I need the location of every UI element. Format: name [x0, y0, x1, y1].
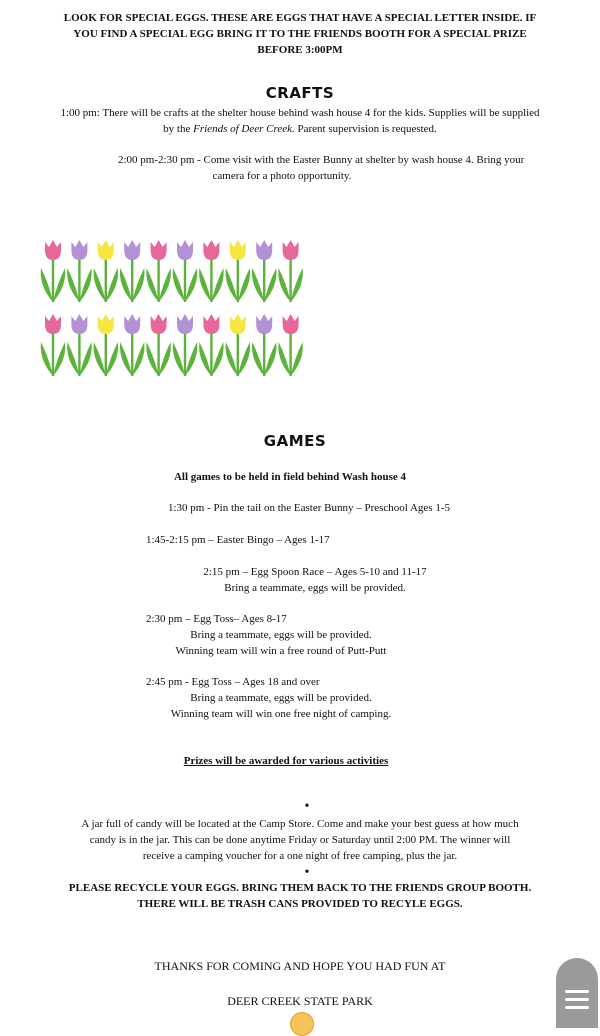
bullet-2: • — [304, 865, 310, 880]
crafts-p2-line-2: camera for a photo opportunity. — [212, 170, 352, 182]
prizes-note: Prizes will be awarded for various activities — [183, 755, 389, 767]
tulip — [41, 314, 66, 376]
tulip — [173, 314, 198, 376]
intro-notice — [0, 10, 600, 58]
crafts-p1-pre: by the — [163, 123, 194, 135]
tulip — [199, 240, 224, 302]
friends-of-deer-creek: Friends of Deer Creek. — [193, 123, 295, 135]
game-5-line-1: 2:45 pm - Egg Toss – Ages 18 and over — [146, 676, 320, 688]
scroll-handle[interactable] — [556, 958, 598, 1028]
game-1: 1:30 pm - Pin the tail on the Easter Bunny – Preschool Ages 1-5 — [168, 502, 450, 514]
game-4 — [146, 611, 396, 659]
games-heading: GAMES — [263, 432, 327, 450]
tulip — [252, 240, 277, 302]
tulip — [199, 314, 224, 376]
intro-line-2: YOU FIND A SPECIAL EGG BRING IT TO THE FRIENDS BOOTH FOR A SPECIAL PRIZE — [73, 28, 527, 40]
intro-line-1: LOOK FOR SPECIAL EGGS. THESE ARE EGGS THAT HAVE A SPECIAL LETTER INSIDE. IF — [63, 12, 537, 24]
game-5-line-2: Bring a teammate, eggs will be provided. — [190, 692, 372, 704]
tulip — [120, 314, 145, 376]
candy-paragraph — [0, 816, 600, 864]
crafts-p2-line-1: 2:00 pm-2:30 pm - Come visit with the Easter Bunny at shelter by wash house 4. Bring your — [118, 154, 525, 166]
thanks-line-1: THANKS FOR COMING AND HOPE YOU HAD FUN AT — [154, 959, 446, 973]
candy-line-3: receive a camping voucher for a one night of free camping, plus the jar. — [142, 850, 458, 862]
crafts-heading: CRAFTS — [265, 84, 335, 102]
tulip — [226, 314, 251, 376]
tulip — [278, 240, 303, 302]
chick-icon — [290, 1012, 314, 1036]
tulip — [146, 314, 171, 376]
tulip — [67, 314, 92, 376]
tulip — [94, 240, 119, 302]
game-2: 1:45-2:15 pm – Easter Bingo – Ages 1-17 — [146, 534, 330, 546]
game-5 — [146, 674, 436, 722]
crafts-p1-post: Parent supervision is requested. — [294, 123, 437, 135]
crafts-paragraph-1 — [0, 105, 600, 137]
candy-line-1: A jar full of candy will be located at the Camp Store. Come and make your best guess at how much — [81, 818, 519, 830]
tulip — [173, 240, 198, 302]
tulip — [120, 240, 145, 302]
bullet-1: • — [304, 799, 310, 814]
tulip — [146, 240, 171, 302]
game-4-line-2: Bring a teammate, eggs will be provided. — [190, 629, 372, 641]
crafts-paragraph-2 — [118, 152, 568, 184]
handle-bar-1 — [565, 990, 589, 993]
tulips-image — [40, 236, 310, 386]
game-3-line-2: Bring a teammate, eggs will be provided. — [224, 582, 406, 594]
recycle-notice — [0, 880, 600, 912]
game-4-line-1: 2:30 pm – Egg Toss– Ages 8-17 — [146, 613, 287, 625]
recycle-line-1: PLEASE RECYCLE YOUR EGGS. BRING THEM BACK TO THE FRIENDS GROUP BOOTH. — [68, 882, 532, 894]
thanks-line-2: DEER CREEK STATE PARK — [227, 994, 373, 1008]
crafts-p1-line-1: 1:00 pm: There will be crafts at the shelter house behind wash house 4 for the kids. Supplies will be supplied — [60, 107, 540, 119]
candy-line-2: candy is in the jar. This can be done anytime Friday or Saturday until 2:00 PM. The winner will — [89, 834, 511, 846]
handle-bar-2 — [565, 998, 589, 1001]
crafts-p1-line-2 — [0, 121, 600, 137]
games-subheading: All games to be held in field behind Wash house 4 — [173, 471, 407, 483]
recycle-line-2: THERE WILL BE TRASH CANS PROVIDED TO RECYLE EGGS. — [137, 898, 463, 910]
game-4-line-3: Winning team will win a free round of Putt-Putt — [175, 645, 387, 657]
game-3-line-1: 2:15 pm – Egg Spoon Race – Ages 5-10 and 11-17 — [203, 566, 427, 578]
intro-line-3: BEFORE 3:00PM — [257, 44, 343, 56]
tulip — [67, 240, 92, 302]
tulip — [41, 240, 66, 302]
tulip — [226, 240, 251, 302]
tulip — [278, 314, 303, 376]
handle-bar-3 — [565, 1006, 589, 1009]
tulip — [252, 314, 277, 376]
tulip — [94, 314, 119, 376]
game-5-line-3: Winning team will win one free night of camping. — [170, 708, 392, 720]
game-3 — [190, 564, 440, 596]
